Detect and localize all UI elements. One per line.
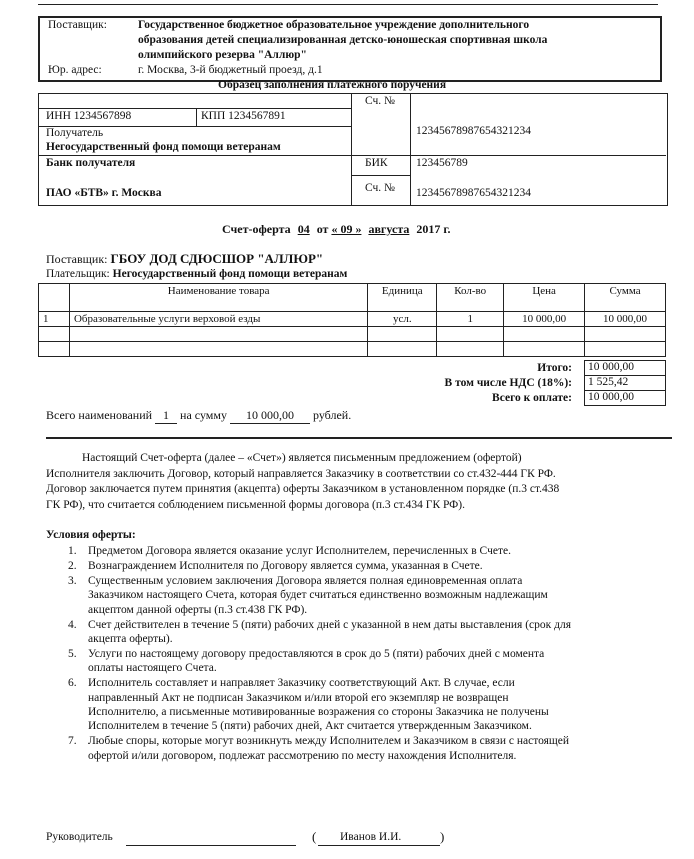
term-number: 6. — [68, 677, 77, 690]
term-line: направленный Акт не подписан Заказчиком и/или второй его экземпляр не возвращен — [88, 691, 509, 704]
ps-hline-1 — [38, 108, 351, 109]
intro-paragraph — [46, 451, 559, 513]
recipient-value: Негосударственный фонд помощи ветеранам — [46, 141, 281, 153]
total-label: Итого: — [537, 362, 572, 374]
empty-cell — [368, 327, 437, 342]
term-number: 5. — [68, 647, 77, 660]
offer-title — [222, 222, 450, 237]
term-line: Вознаграждением Исполнителя по Договору является сумма, указанная в Счете. — [88, 559, 483, 572]
supplier-label: Поставщик: — [48, 19, 107, 31]
empty-cell — [437, 342, 504, 357]
ps-vline-3 — [410, 93, 411, 205]
header-cell-name: Наименование товара — [69, 284, 367, 312]
terms-list — [46, 544, 666, 764]
term-line: Заказчиком настоящего Счета, которая будет считаться единственно возможным надлежащим — [88, 589, 548, 602]
signature-label: Руководитель — [46, 831, 113, 843]
empty-cell — [69, 327, 367, 342]
header-cell-sum: Сумма — [585, 284, 666, 312]
intro-line1: Настоящий Счет-оферта (далее – «Счет») является письменным предложением (офертой) — [82, 452, 522, 464]
ps-hline-3 — [38, 155, 666, 156]
account-label: Сч. № — [365, 95, 396, 107]
bank-account-label: Сч. № — [365, 182, 396, 194]
term-item — [46, 676, 666, 734]
empty-cell — [585, 342, 666, 357]
signature-name: Иванов И.И. — [340, 831, 402, 843]
signature-name-line — [318, 845, 440, 846]
kpp-value: КПП 1234567891 — [201, 110, 286, 122]
term-item — [46, 544, 666, 558]
account-value: 12345678987654321234 — [416, 125, 531, 137]
header-cell-num — [39, 284, 70, 312]
empty-cell — [368, 342, 437, 357]
parties-payer-label: Плательщик: — [46, 268, 110, 280]
ps-vline-2 — [351, 93, 352, 205]
term-item — [46, 559, 666, 573]
header-cell-qty: Кол-во — [437, 284, 504, 312]
row-cell-qty: 1 — [437, 312, 504, 327]
intro-line4: ГК РФ), что считается соблюдением письменной формы договора (п.3 ст.434 ГК РФ). — [46, 498, 465, 511]
ps-vline-1 — [196, 108, 197, 126]
recipient-label: Получатель — [46, 127, 104, 139]
header-cell-price: Цена — [504, 284, 585, 312]
inn-value: ИНН 1234567898 — [46, 110, 132, 122]
offer-year: 2017 г. — [416, 222, 451, 236]
offer-day: « 09 » — [331, 222, 362, 236]
term-line: Услуги по настоящему договору предоставляются в срок до 5 (пяти) рабочих дней с момента — [88, 647, 545, 660]
payable-value: 10 000,00 — [588, 391, 634, 403]
empty-cell — [39, 342, 70, 357]
term-line: Счет действителен в течение 5 (пяти) рабочих дней с указанной в нем даты выставления (срок для — [88, 618, 571, 631]
vat-label: В том числе НДС (18%): — [444, 377, 572, 389]
empty-cell — [437, 327, 504, 342]
term-number: 2. — [68, 559, 77, 572]
parties-supplier-label: Поставщик: — [46, 252, 108, 266]
term-line: Предметом Договора является оказание услуг Исполнителем, перечисленных в Счете. — [88, 545, 511, 557]
term-line: акцептом данной оферты (п.3 ст.438 ГК РФ). — [88, 603, 308, 616]
term-item — [46, 734, 666, 763]
term-line: Исполнителем в течение 5 (пяти) рабочих дней, Акт считается утвержденным Заказчиком. — [88, 720, 532, 733]
term-line: Исполнитель составляет и направляет Заказчику соответствующий Акт. В случае, если — [88, 677, 515, 690]
term-item — [46, 647, 666, 676]
goods-header-row — [39, 284, 666, 312]
supplier-name-line2: образования детей специализированная детско-юношеская спортивная школа — [138, 34, 548, 46]
row-cell-num: 1 — [39, 312, 70, 327]
empty-cell — [585, 327, 666, 342]
term-item — [46, 618, 666, 647]
table-row-empty — [39, 327, 666, 342]
offer-number: 04 — [297, 222, 310, 236]
table-row-empty — [39, 342, 666, 357]
bik-value: 123456789 — [416, 157, 468, 169]
bank-account-value: 12345678987654321234 — [416, 187, 531, 199]
payable-label: Всего к оплате: — [492, 392, 572, 404]
parties-payer-value: Негосударственный фонд помощи ветеранам — [112, 268, 348, 280]
term-line: акцепта оферты). — [88, 632, 173, 645]
parties-supplier-value: ГБОУ ДОД СДЮСШОР "АЛЛЮР" — [110, 251, 324, 266]
table-row — [39, 312, 666, 327]
goods-table — [38, 283, 666, 357]
summary-suffix: рублей. — [313, 408, 352, 422]
summary-line — [46, 408, 351, 424]
bank-label: Банк получателя — [46, 157, 136, 169]
signature-open-paren: ( — [312, 829, 317, 844]
intro-line3: Договор заключается путем принятия (акцепта) оферты Заказчиком в установленном порядке (п.3 ст.438 — [46, 483, 560, 495]
offer-month: августа — [368, 222, 410, 236]
term-line: Исполнителю, а письменные мотивированные возражения со стороны Заказчика не получены — [88, 705, 549, 718]
parties-payer — [46, 268, 347, 280]
section-separator — [46, 437, 672, 439]
bik-label: БИК — [365, 157, 388, 169]
row-cell-name: Образовательные услуги верховой езды — [69, 312, 367, 327]
summary-prefix: Всего наименований — [46, 408, 153, 422]
summary-amount: 10 000,00 — [230, 408, 310, 424]
ps-hline-4 — [351, 175, 410, 176]
payment-sample-title: Образец заполнения платежного поручения — [218, 79, 447, 91]
term-line: Любые споры, которые могут возникнуть между Исполнителем и Заказчиком в связи с настоящей — [88, 735, 570, 748]
term-line: офертой и/или договором, подлежат рассмотрению по месту нахождения Исполнителя. — [88, 749, 517, 762]
term-number: 3. — [68, 574, 77, 587]
empty-cell — [69, 342, 367, 357]
vat-value: 1 525,42 — [588, 376, 629, 388]
top-divider — [38, 4, 658, 5]
empty-cell — [504, 327, 585, 342]
row-cell-unit: усл. — [368, 312, 437, 327]
term-number: 4. — [68, 618, 77, 631]
total-value: 10 000,00 — [588, 361, 634, 373]
row-cell-sum: 10 000,00 — [585, 312, 666, 327]
signature-close-paren: ) — [440, 829, 445, 844]
term-line: Существенным условием заключения Договора является полная единовременная оплата — [88, 574, 523, 587]
signature-line — [126, 845, 296, 846]
parties-supplier — [46, 251, 323, 267]
summary-count: 1 — [155, 408, 177, 424]
term-number: 1. — [68, 545, 77, 557]
terms-title: Условия оферты: — [46, 529, 136, 541]
bank-value: ПАО «БТВ» г. Москва — [46, 187, 162, 199]
address-label: Юр. адрес: — [48, 64, 102, 76]
empty-cell — [39, 327, 70, 342]
empty-cell — [504, 342, 585, 357]
term-item — [46, 574, 666, 617]
supplier-name-line3: олимпийского резерва "Аллюр" — [138, 49, 307, 61]
header-cell-unit: Единица — [368, 284, 437, 312]
supplier-name-line1: Государственное бюджетное образовательное учреждение дополнительного — [138, 19, 530, 31]
term-line: оплаты настоящего Счета. — [88, 662, 217, 675]
term-number: 7. — [68, 735, 77, 748]
summary-mid: на сумму — [180, 408, 227, 422]
offer-from: от — [316, 222, 329, 236]
address-value: г. Москва, 3-й бюджетный проезд, д.1 — [138, 64, 323, 76]
intro-line2: Исполнителя заключить Договор, который направляется Заказчику в соответствии со ст.432-444 ГК РФ. — [46, 467, 556, 480]
offer-title-prefix: Счет-оферта — [222, 222, 291, 236]
row-cell-price: 10 000,00 — [504, 312, 585, 327]
